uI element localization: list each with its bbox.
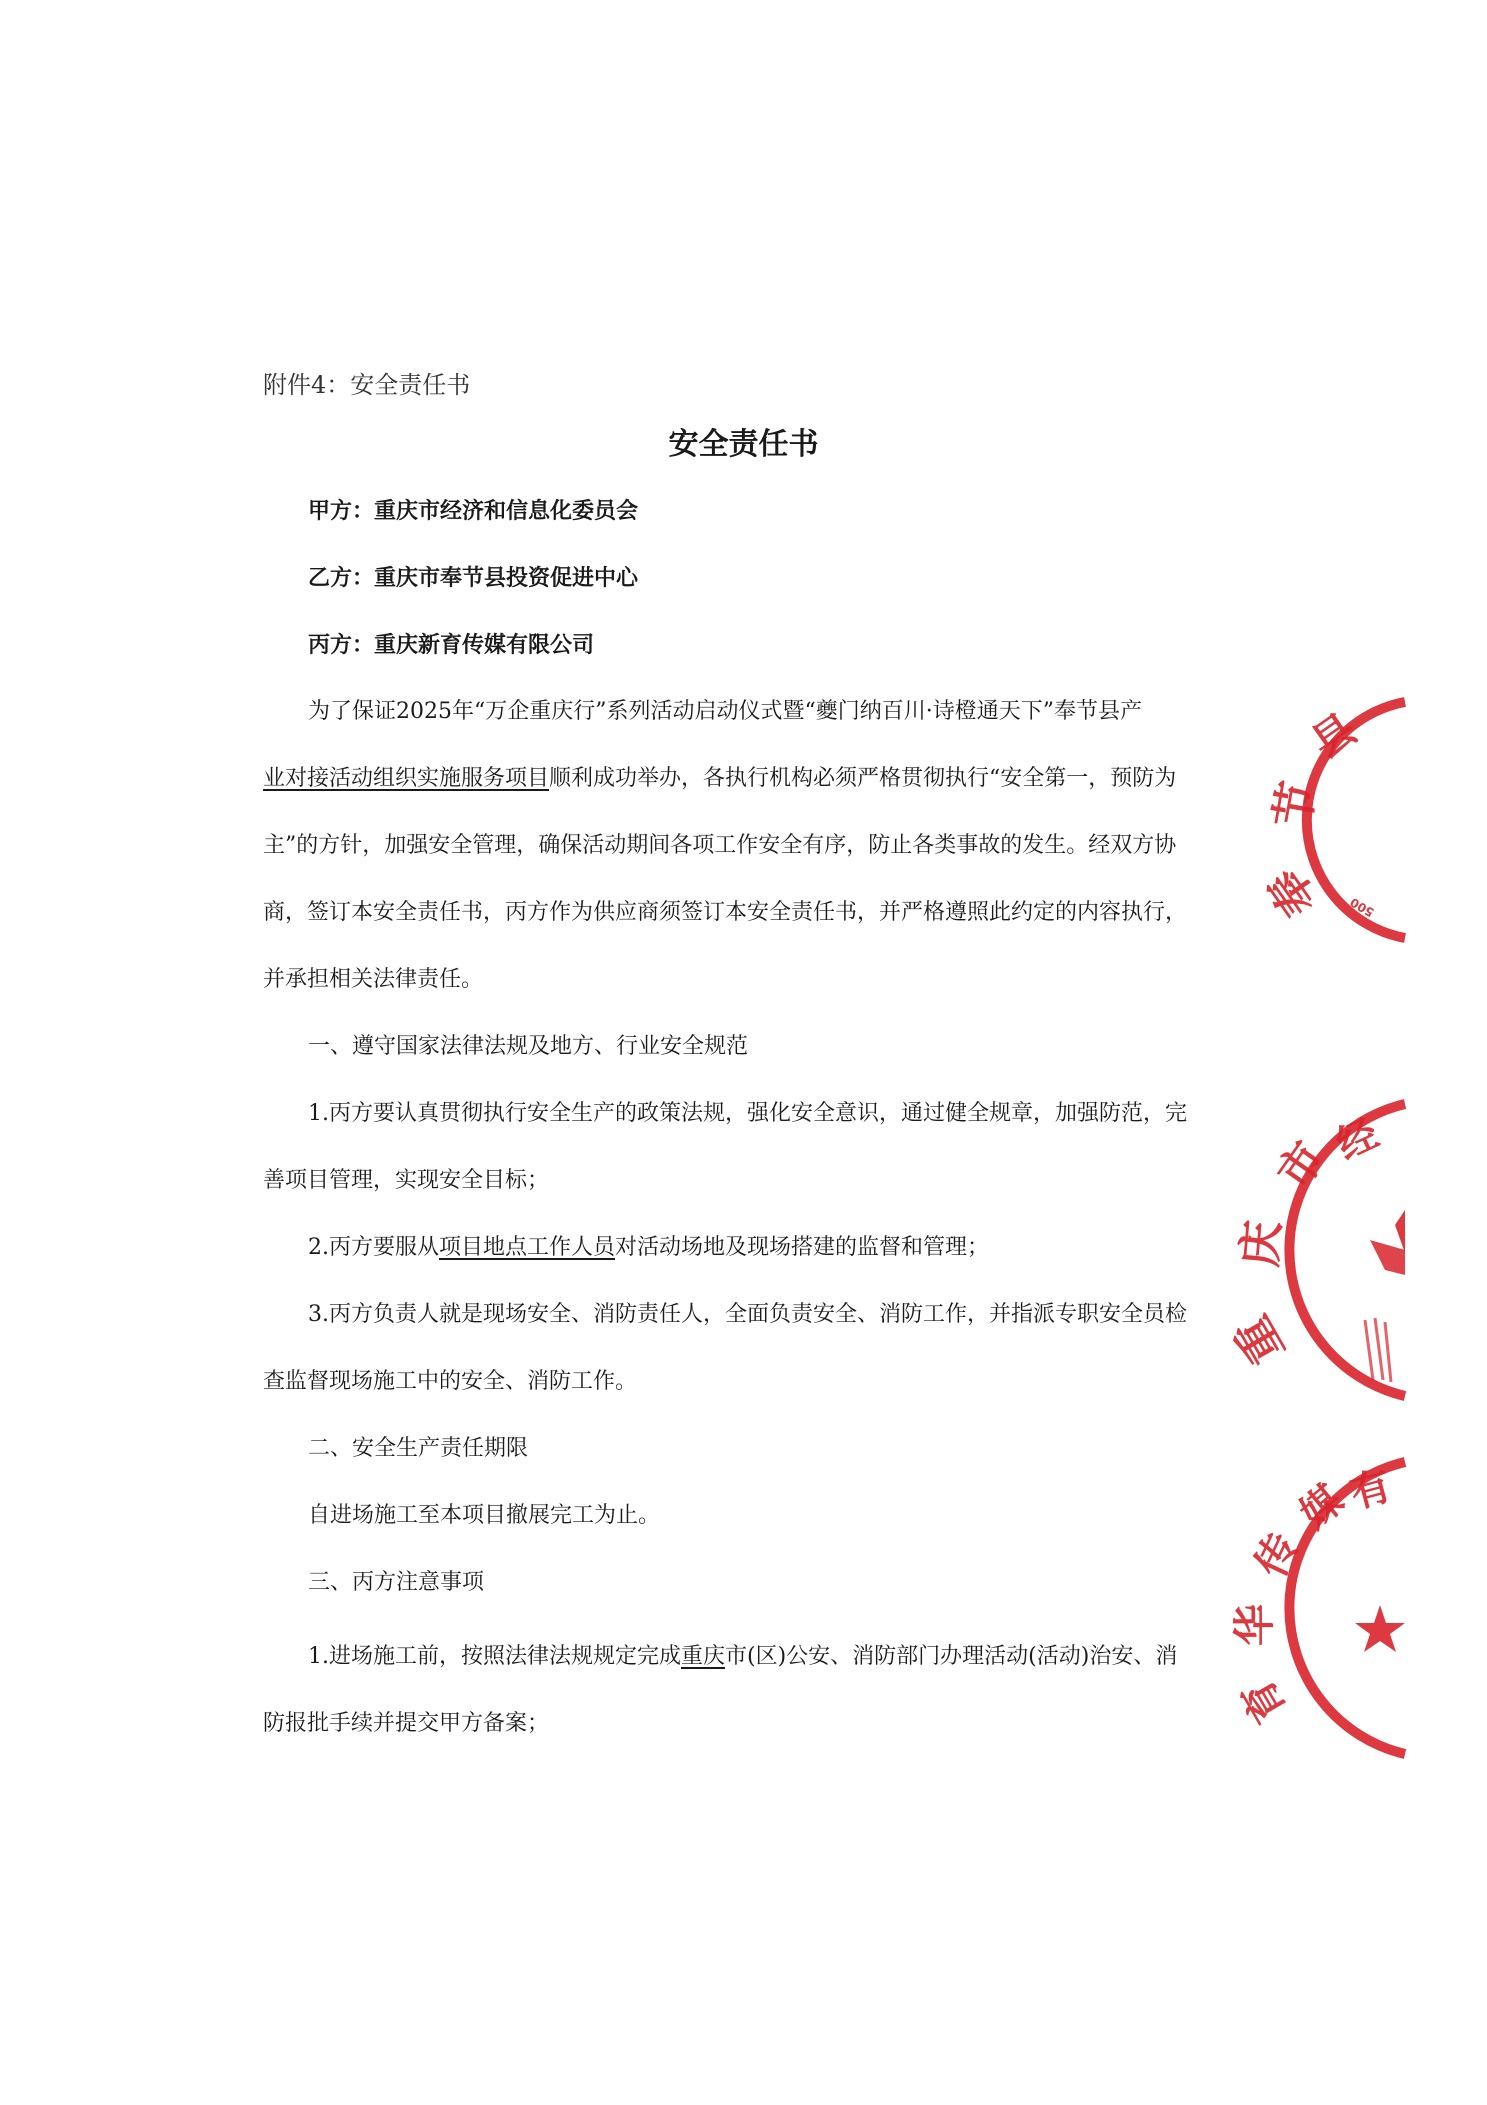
svg-text:庆: 庆 <box>1232 1218 1290 1269</box>
section2-text: 自进场施工至本项目撤展完工为止。 <box>308 1503 661 1528</box>
section1-heading: 一、遵守国家法律法规及地方、行业安全规范 <box>308 1034 749 1059</box>
party-c: 丙方：重庆新育传媒有限公司 <box>308 632 595 658</box>
svg-text:县: 县 <box>1302 703 1366 769</box>
svg-text:有: 有 <box>1345 1462 1397 1518</box>
document-title: 安全责任书 <box>668 427 819 462</box>
intro-line-2-text: 顺利成功举办，各执行机构必须严格贯彻执行“安全第一，预防为 <box>549 766 1177 791</box>
seal-fengjie-partial <box>1257 690 1405 950</box>
section2-heading: 二、安全生产责任期限 <box>308 1436 529 1461</box>
svg-text:传: 传 <box>1245 1525 1308 1585</box>
svg-text:市: 市 <box>1268 1133 1336 1199</box>
section1-item3-line2: 查监督现场施工中的安全、消防工作。 <box>263 1369 638 1394</box>
section1-item1-line2: 善项目管理，实现安全目标； <box>263 1168 550 1193</box>
section3-item1-line1 <box>308 1642 1177 1672</box>
intro-line-2 <box>263 764 1176 794</box>
intro-line-3: 主”的方针，加强安全管理，确保活动期间各项工作安全有序，防止各类事故的发生。经双方协 <box>263 833 1177 858</box>
section1-item2-text-b: 对活动场地及现场搭建的监督和管理； <box>615 1235 990 1260</box>
svg-text:节: 节 <box>1264 777 1326 832</box>
intro-line-1-text: 为了保证2025年“万企重庆行”系列活动启动仪式暨“夔门纳百川·诗橙通天下”奉节县产 <box>308 699 1142 724</box>
seal-media-company-partial <box>1230 1450 1405 1770</box>
section3-item1-text-a: 1.进场施工前，按照法律法规规定完成 <box>308 1644 681 1669</box>
project-name-underlined: 业对接活动组织实施服务项目 <box>263 766 550 791</box>
section3-item1-underlined: 重庆 <box>681 1644 726 1669</box>
svg-text:媒: 媒 <box>1291 1476 1353 1538</box>
svg-text:华: 华 <box>1230 1603 1279 1646</box>
svg-text:重: 重 <box>1224 1306 1295 1374</box>
seal-chongqing-economic-partial <box>1224 1090 1405 1410</box>
section1-item1-line1: 1.丙方要认真贯彻执行安全生产的政策法规，强化安全意识，通过健全规章，加强防范，完 <box>308 1101 1187 1126</box>
intro-line-4: 商，签订本安全责任书，丙方作为供应商须签订本安全责任书，并严格遵照此约定的内容执行， <box>263 900 1188 925</box>
section3-item1-text-b: 市(区)公安、消防部门办理活动(活动)治安、消 <box>725 1644 1178 1669</box>
party-a: 甲方：重庆市经济和信息化委员会 <box>308 498 639 524</box>
section3-heading: 三、丙方注意事项 <box>308 1570 485 1595</box>
section1-item2-text-a: 2.丙方要服从 <box>308 1235 439 1260</box>
section3-item1-line2: 防报批手续并提交甲方备案； <box>263 1711 550 1736</box>
party-b: 乙方：重庆市奉节县投资促进中心 <box>308 565 639 591</box>
svg-text:500: 500 <box>1347 894 1377 920</box>
svg-text:经: 经 <box>1329 1110 1386 1170</box>
section1-item2-underlined: 项目地点工作人员 <box>439 1235 616 1260</box>
section1-item3-line1: 3.丙方负责人就是现场安全、消防责任人，全面负责安全、消防工作，并指派专职安全员检 <box>308 1302 1187 1327</box>
intro-line-1 <box>308 697 1142 727</box>
svg-text:奉: 奉 <box>1257 858 1329 927</box>
section1-item2 <box>308 1233 989 1263</box>
attachment-heading: 附件4：安全责任书 <box>263 371 471 399</box>
svg-text:育: 育 <box>1232 1670 1296 1732</box>
intro-line-5: 并承担相关法律责任。 <box>263 967 484 992</box>
